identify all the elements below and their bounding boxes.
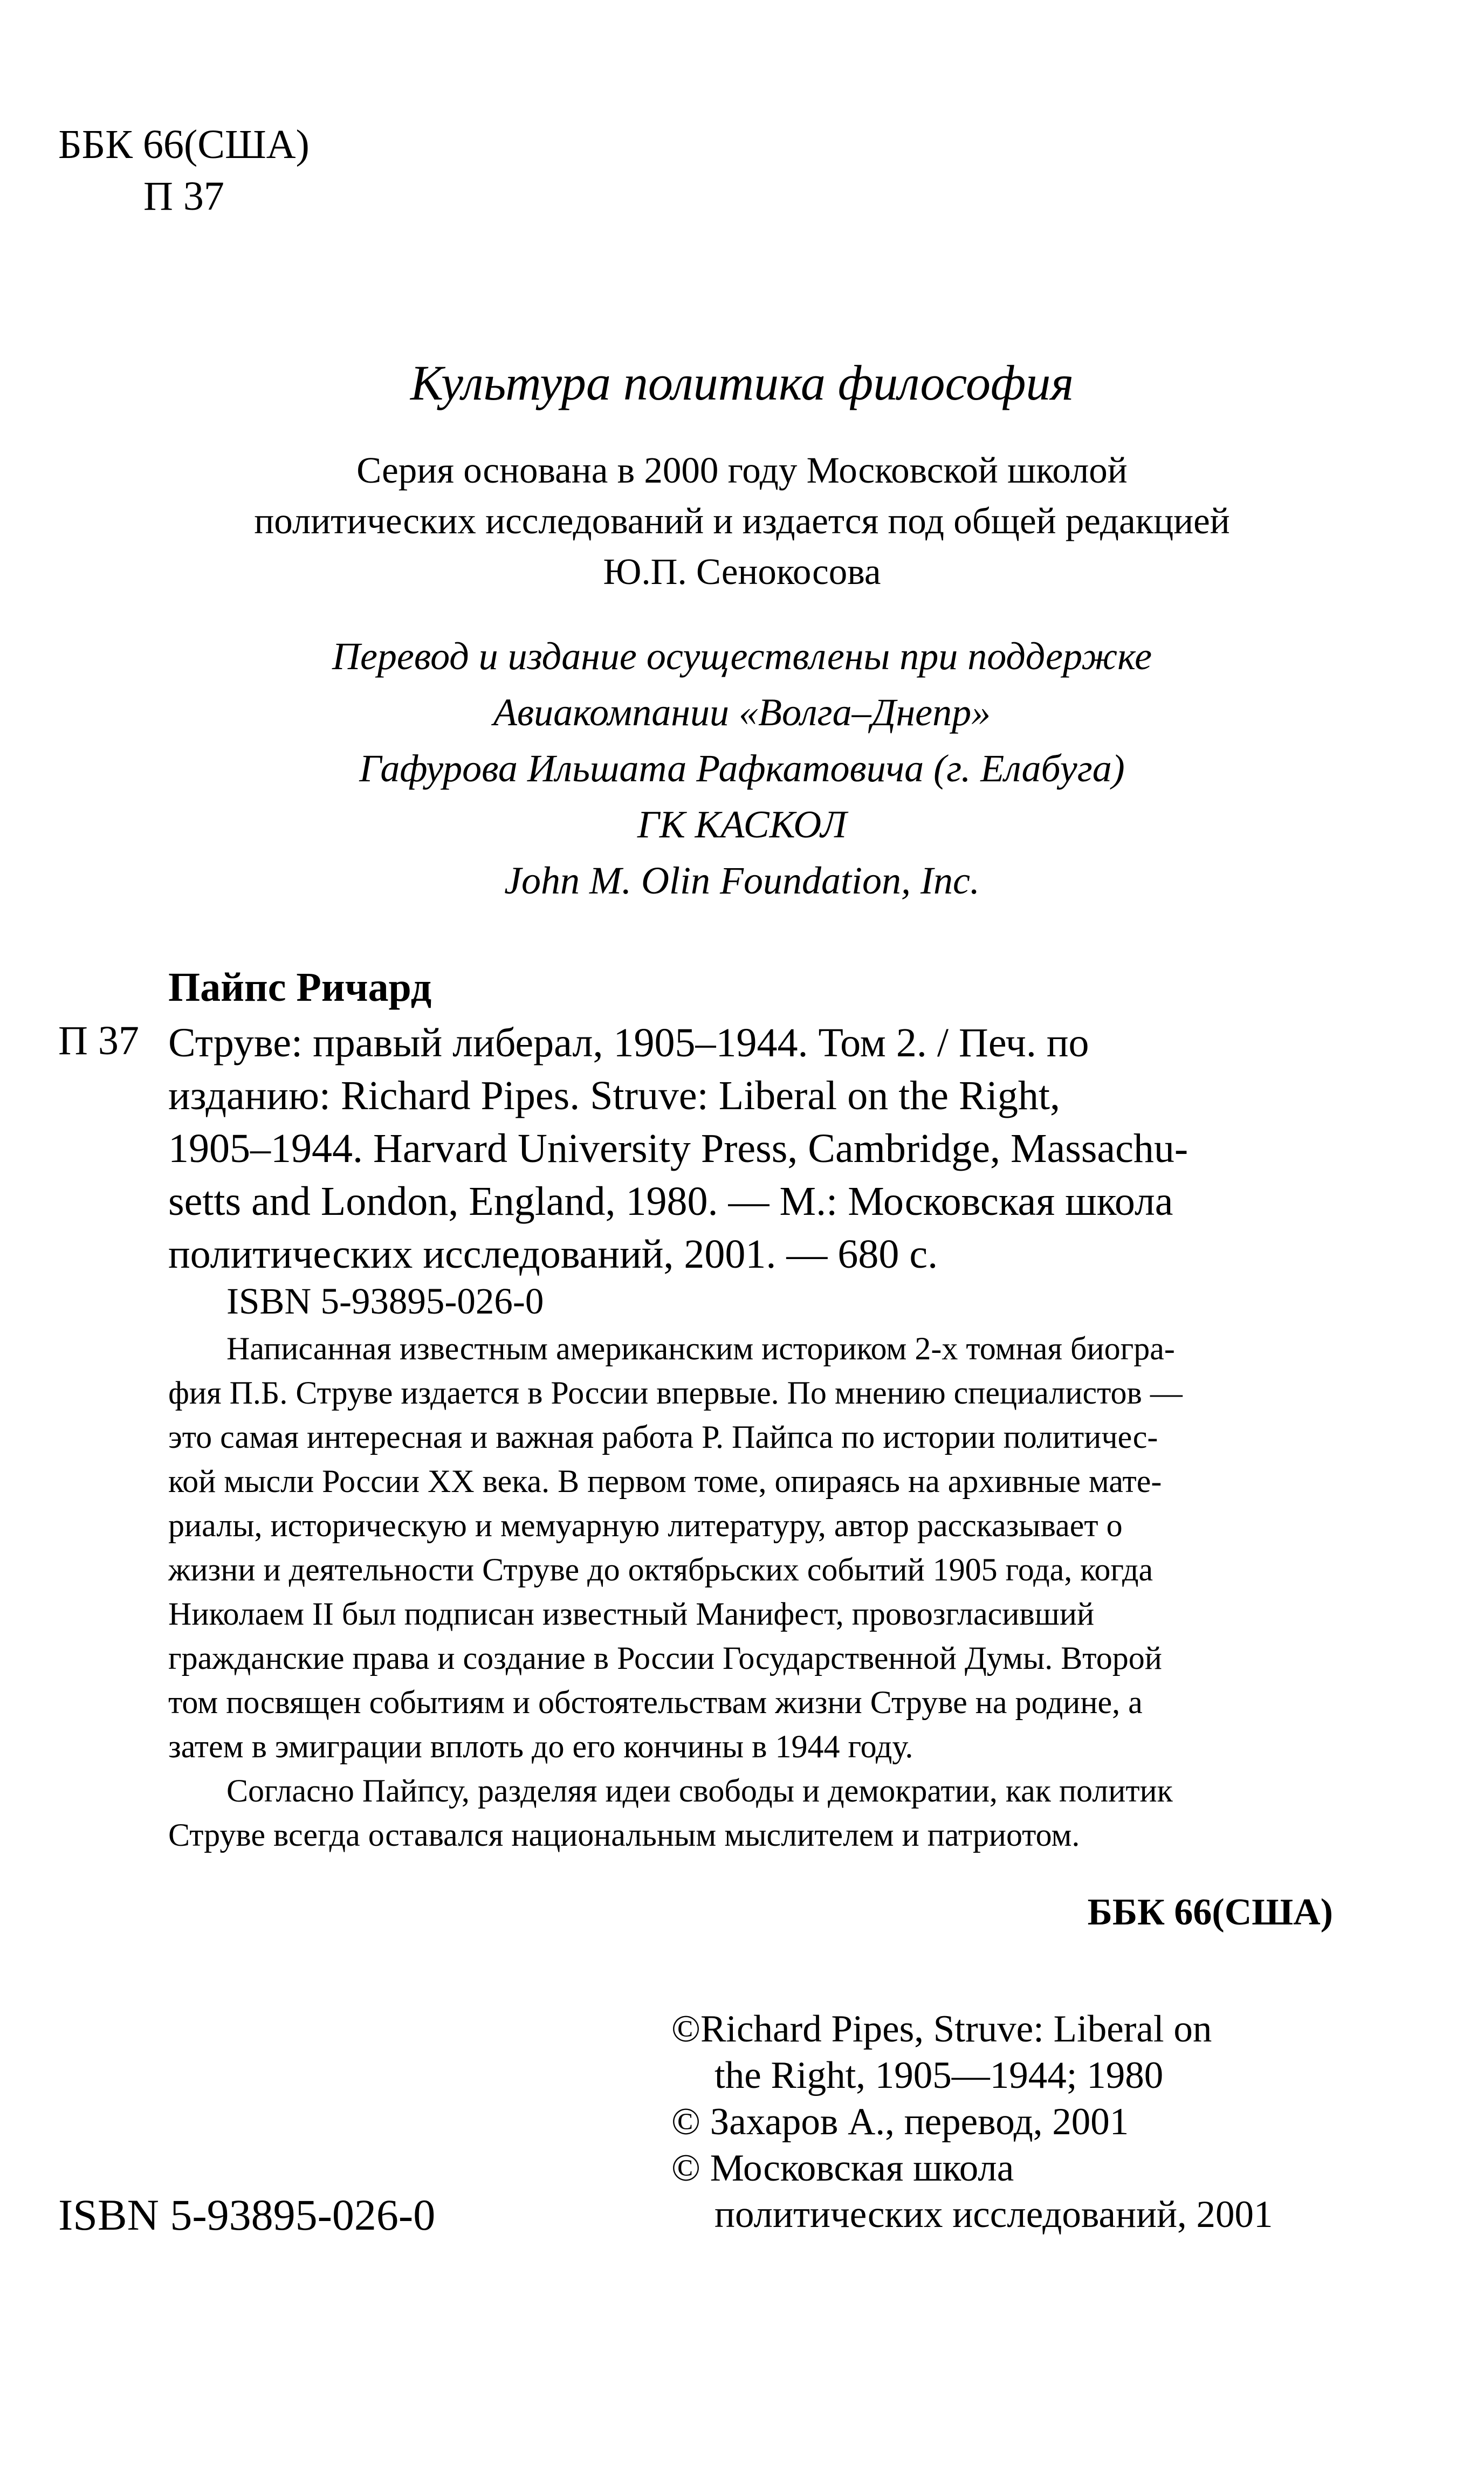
annotation (168, 1326, 1333, 1857)
record-isbn: ISBN 5-93895-026-0 (226, 1281, 544, 1322)
annotation-line: том посвящен событиям и обстоятельствам жизни Струве на родине, а (168, 1685, 1143, 1720)
copyright-line: © Захаров А., перевод, 2001 (671, 2101, 1129, 2143)
series-info-line: политических исследований и издается под общей редакцией (254, 500, 1230, 541)
series-info-line: Ю.П. Сенокосова (603, 551, 881, 592)
annotation-line: кой мысли России XX века. В первом томе, опираясь на архивные мате- (168, 1463, 1162, 1499)
annotation-line: Согласно Пайпсу, разделяя идеи свободы и демократии, как политик (226, 1773, 1173, 1809)
record-author: Пайпс Ричард (168, 965, 432, 1010)
biblio-line: Струве: правый либерал, 1905–1944. Том 2. / Печ. по (168, 1020, 1089, 1065)
biblio-line: setts and London, England, 1980. — М.: Московская школа (168, 1179, 1173, 1224)
copyright-line: ©Richard Pipes, Struve: Liberal on (671, 2008, 1212, 2050)
annotation-line: это самая интересная и важная работа Р. Пайпса по истории политичес- (168, 1419, 1158, 1455)
copyright-block (671, 2006, 1273, 2238)
copyright-line: the Right, 1905—1944; 1980 (714, 2054, 1164, 2096)
series-info-line: Серия основана в 2000 году Московской школой (356, 450, 1128, 491)
sponsors-block (0, 628, 1484, 909)
biblio-line: 1905–1944. Harvard University Press, Cambridge, Massachu- (168, 1126, 1188, 1171)
annotation-line: Струве всегда оставался национальным мыслителем и патриотом. (168, 1817, 1080, 1853)
record-code: П 37 (58, 1018, 139, 1063)
copyright-line: политических исследований, 2001 (714, 2194, 1273, 2236)
annotation-line: фия П.Б. Струве издается в России впервые. По мнению специалистов — (168, 1375, 1183, 1411)
isbn-bottom: ISBN 5-93895-026-0 (58, 2190, 436, 2239)
series-title: Культура политика философия (410, 355, 1074, 410)
bbk-code: ББК 66(США) (58, 122, 310, 167)
copyright-line: © Московская школа (671, 2147, 1014, 2189)
series-info (0, 445, 1484, 597)
sponsor-line: Авиакомпании «Волга–Днепр» (493, 691, 991, 734)
biblio-line: политических исследований, 2001. — 680 с. (168, 1232, 938, 1277)
author-mark: П 37 (143, 174, 224, 219)
annotation-line: Написанная известным американским историком 2-х томная биогра- (226, 1331, 1175, 1366)
sponsor-line: ГК КАСКОЛ (637, 803, 847, 846)
biblio-line: изданию: Richard Pipes. Struve: Liberal on the Right, (168, 1073, 1060, 1118)
annotation-line: затем в эмиграции вплоть до его кончины в 1944 году. (168, 1729, 913, 1764)
annotation-line: гражданские права и создание в России Государственной Думы. Второй (168, 1640, 1162, 1676)
annotation-line: риалы, историческую и мемуарную литературу, автор рассказывает о (168, 1508, 1123, 1543)
bbk-classification (58, 119, 310, 222)
sponsor-line: John M. Olin Foundation, Inc. (504, 859, 980, 902)
sponsor-line: Гафурова Ильшата Рафкатовича (г. Елабуга) (359, 747, 1125, 790)
annotation-line: жизни и деятельности Струве до октябрьских событий 1905 года, когда (168, 1552, 1153, 1587)
bbk-code-bottom: ББК 66(США) (1087, 1892, 1333, 1933)
sponsor-line: Перевод и издание осуществлены при поддержке (332, 635, 1152, 678)
bibliographic-description (168, 1016, 1333, 1281)
annotation-line: Николаем II был подписан известный Манифест, провозгласивший (168, 1596, 1095, 1632)
